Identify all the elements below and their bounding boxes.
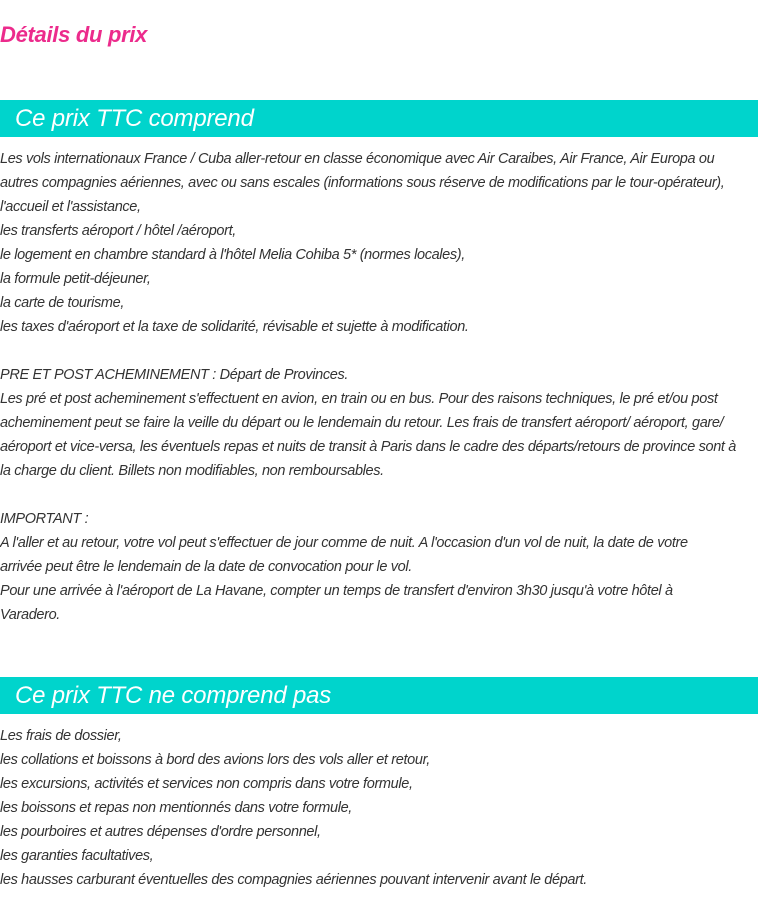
includes-line: l'accueil et l'assistance, [0, 199, 141, 215]
transport-line: la charge du client. Billets non modifiables, non remboursables. [0, 463, 384, 479]
includes-content [0, 147, 758, 627]
important-line: A l'aller et au retour, votre vol peut s'effectuer de jour comme de nuit. A l'occasion d'un vol de nuit, la date de votre [0, 535, 688, 551]
paragraph-spacer [0, 339, 758, 363]
excludes-heading: Ce prix TTC ne comprend pas [15, 682, 332, 709]
important-line: Pour une arrivée à l'aéroport de La Havane, compter un temps de transfert d'environ 3h30 jusqu'à votre hôtel à [0, 583, 673, 599]
transport-line: aéroport et vice-versa, les éventuels repas et nuits de transit à Paris dans le cadre des départs/retours de province sont à [0, 439, 736, 455]
includes-line: les transferts aéroport / hôtel /aéroport, [0, 223, 236, 239]
includes-section-header [0, 100, 758, 137]
includes-line: les taxes d'aéroport et la taxe de solidarité, révisable et sujette à modification. [0, 319, 469, 335]
transport-line: Les pré et post acheminement s'effectuent en avion, en train ou en bus. Pour des raisons techniques, le pré et/ou post [0, 391, 718, 407]
page-title: Détails du prix [0, 22, 148, 47]
excludes-line: les garanties facultatives, [0, 848, 154, 864]
excludes-line: les pourboires et autres dépenses d'ordre personnel, [0, 824, 321, 840]
excludes-line: Les frais de dossier, [0, 728, 122, 744]
excludes-line: les collations et boissons à bord des avions lors des vols aller et retour, [0, 752, 430, 768]
includes-line: autres compagnies aériennes, avec ou sans escales (informations sous réserve de modifications par le tour-opérateur), [0, 175, 725, 191]
excludes-section-header [0, 677, 758, 714]
important-line: arrivée peut être le lendemain de la date de convocation pour le vol. [0, 559, 412, 575]
includes-line: Les vols internationaux France / Cuba aller-retour en classe économique avec Air Caraibes, Air France, Air Europa ou [0, 151, 715, 167]
excludes-content [0, 724, 758, 892]
transport-line: acheminement peut se faire la veille du départ ou le lendemain du retour. Les frais de transfert aéroport/ aéroport, gare/ [0, 415, 724, 431]
transport-title: PRE ET POST ACHEMINEMENT : Départ de Provinces. [0, 367, 349, 383]
includes-heading: Ce prix TTC comprend [15, 105, 254, 132]
includes-line: la carte de tourisme, [0, 295, 125, 311]
excludes-line: les excursions, activités et services non compris dans votre formule, [0, 776, 413, 792]
includes-line: le logement en chambre standard à l'hôtel Melia Cohiba 5* (normes locales), [0, 247, 465, 263]
important-title: IMPORTANT : [0, 511, 89, 527]
important-line: Varadero. [0, 607, 60, 623]
paragraph-spacer [0, 483, 758, 507]
includes-line: la formule petit-déjeuner, [0, 271, 151, 287]
excludes-line: les hausses carburant éventuelles des compagnies aériennes pouvant intervenir avant le départ. [0, 872, 587, 888]
excludes-line: les boissons et repas non mentionnés dans votre formule, [0, 800, 352, 816]
